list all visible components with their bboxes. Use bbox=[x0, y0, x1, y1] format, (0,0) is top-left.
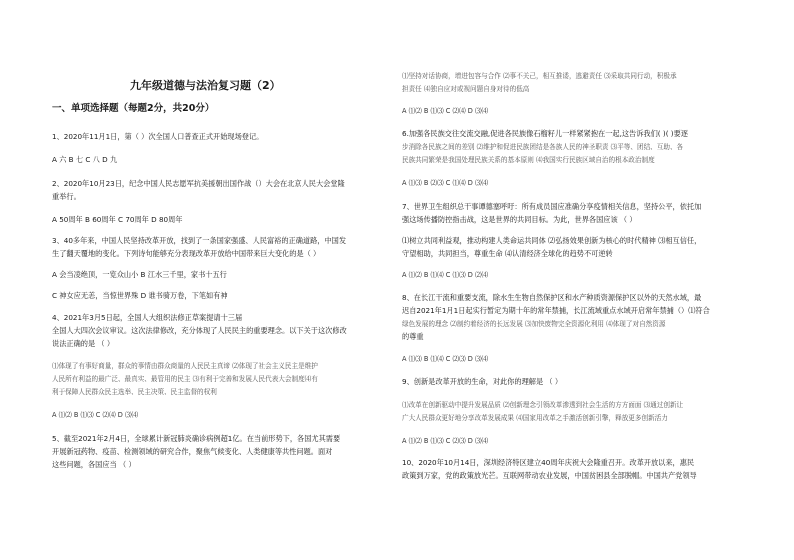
question-text: 2、2020年10月23日，纪念中国人民志愿军抗美援朝出国作战（）大会在北京人民大会堂隆 bbox=[52, 179, 345, 188]
question-text: 全国人大四次会议审议。这次法律修改，充分体现了人民民主的重要理念。以下关于这次修改 bbox=[52, 326, 347, 335]
statement-list: 担责任 ⑷独自应对或视问题自身对待的低高 bbox=[402, 85, 530, 93]
question-text: 3、40多年来，中国人民坚持改革开放，找到了一条国家强盛、人民富裕的正确道路，中国发 bbox=[52, 236, 347, 245]
statement-list: 利于保障人民群众民主选举、民主决策、民主监督的权利 bbox=[52, 388, 217, 396]
answer-options: A ⑴⑶ B ⑴⑷ C ⑵⑶ D ⑶⑷ bbox=[402, 355, 489, 363]
question-text: 1、2020年11月1日，第（ ）次全国人口普查正式开始现场登记。 bbox=[52, 132, 264, 141]
left-column bbox=[52, 0, 400, 560]
answer-options: A ⑴⑵ B ⑴⑷ C ⑴⑶ D ⑵⑷ bbox=[402, 271, 489, 279]
statement-list: ⑴改革在创新驱动中提升发展品质 ⑵创新理念引领改革渗透到社会生活的方方面面 ⑶通过创新让 bbox=[402, 401, 684, 409]
question-text: 10、2020年10月14日，深圳经济特区建立40周年庆祝大会隆重召开。改革开放以来，惠民 bbox=[402, 458, 695, 467]
statement-list: 民族共同繁荣是我国处理民族关系的基本原则 ⑷我国实行民族区域自治的根本政治制度 bbox=[402, 156, 655, 164]
statement-list: ⑴体现了有事好商量，群众的事情由群众商量的人民民主真谛 ⑵体现了社会主义民主是维护 bbox=[52, 362, 318, 370]
statement-list: ⑴坚持对话协商，增进包容与合作 ⑵事不关己，相互推诿，逃避责任 ⑶采取共同行动，积极承 bbox=[402, 72, 677, 80]
question-text: 7、世界卫生组织总干事谭德塞呼吁：所有成员国应准确分享疫情相关信息，坚持公平，依托加 bbox=[402, 202, 702, 211]
document-title: 九年级道德与法治复习题（2） bbox=[130, 79, 281, 92]
question-text: 4、2021年3月5日起，全国人大组织法修正草案提请十三届 bbox=[52, 313, 243, 322]
answer-options: A ⑴⑵ B ⑴⑶ C ⑵⑷ D ⑶⑷ bbox=[52, 411, 139, 419]
answer-options: A 会当凌绝顶，一览众山小 B 江水三千里，家书十五行 bbox=[52, 270, 227, 279]
question-text: 这些问题，各国应当 （ ） bbox=[52, 460, 136, 469]
statement-list: 步消除各民族之间的差别 ⑵维护和促进民族团结是各族人民的神圣职责 ⑶平等、团结、互助、各 bbox=[402, 143, 684, 151]
question-text: 生了翻天覆地的变化。下列诗句能够充分表现改革开放给中国带来巨大变化的是（ ） bbox=[52, 249, 321, 258]
section-heading: 一、单项选择题（每题2分，共20分） bbox=[52, 103, 215, 114]
question-text: 5、截至2021年2月4日，全球累计新冠肺炎确诊病例超1亿。在当前形势下，各国尤其需要 bbox=[52, 434, 341, 443]
statement-list: ⑴树立共同利益观，推动构建人类命运共同体 ⑵弘扬效果创新为核心的时代精神 ⑶相互信任， bbox=[402, 236, 702, 245]
statement-list: 人民所有利益的最广泛、最真实、最管用的民主 ⑶有利于完善和发展人民代表大会制度⑷有 bbox=[52, 375, 318, 383]
answer-options: A ⑴⑵ B ⑴⑶ C ⑵⑶ D ⑶⑷ bbox=[402, 437, 489, 445]
question-text: 迟自2021年1月1日起实行暂定为期十年的常年禁捕，长江流域重点水域开启常年禁捕（）⑴符合 bbox=[402, 306, 710, 315]
answer-options: C 神女应无恙，当惊世界殊 D 谁书骑万卷，下笔如有神 bbox=[52, 291, 228, 300]
question-text: 8、在长江干流和重要支流，除水生生物自然保护区和水产种质资源保护区以外的天然水域，最 bbox=[402, 293, 702, 302]
question-text: 强这场传播防控指击战，这是世界的共同目标。为此，世界各国应该 （ ） bbox=[402, 215, 637, 224]
statement-list: 的尊重 bbox=[402, 332, 424, 341]
question-text: 6.加强各民族交往交流交融,促进各民族像石榴籽儿一样紧紧抱在一起,这告诉我们( )( )要逐 bbox=[402, 129, 688, 138]
answer-options: A 50周年 B 60周年 C 70周年 D 80周年 bbox=[52, 215, 183, 224]
right-column bbox=[402, 0, 746, 560]
statement-list: 广大人民群众更好地分享改革发展成果 ⑷国家用改革之手激活创新引擎，释放更多创新活力 bbox=[402, 414, 668, 422]
question-text: 开展新冠药物、疫苗、检测领域的研究合作，聚焦气候变化、人类健康等共性问题。面对 bbox=[52, 447, 333, 456]
question-text: 重举行。 bbox=[52, 192, 81, 201]
question-text: 9、创新是改革开放的生命，对此你的理解是 （ ） bbox=[402, 377, 563, 386]
answer-options: A ⑴⑶ B ⑵⑶ C ⑴⑷ D ⑶⑷ bbox=[402, 179, 489, 187]
statement-list: 守望相助，共同担当，尊重生命 ⑷认清经济全球化的趋势不可逆转 bbox=[402, 249, 613, 258]
answer-options: A 六 B 七 C 八 D 九 bbox=[52, 155, 118, 164]
statement-list: 绿色发展的理念 ⑵制约着经济的长远发展 ⑶加快废物完全资源化利用 ⑷体现了对自然资源 bbox=[402, 320, 666, 328]
question-text: 政策到万家，党的政策放光芒。互联网带动农业发展，中国贫困县全部脱帽。中国共产党领导 bbox=[402, 471, 697, 480]
question-text: 说法正确的是 （ ） bbox=[52, 339, 115, 348]
answer-options: A ⑴⑵ B ⑴⑶ C ⑵⑷ D ⑶⑷ bbox=[402, 107, 489, 115]
